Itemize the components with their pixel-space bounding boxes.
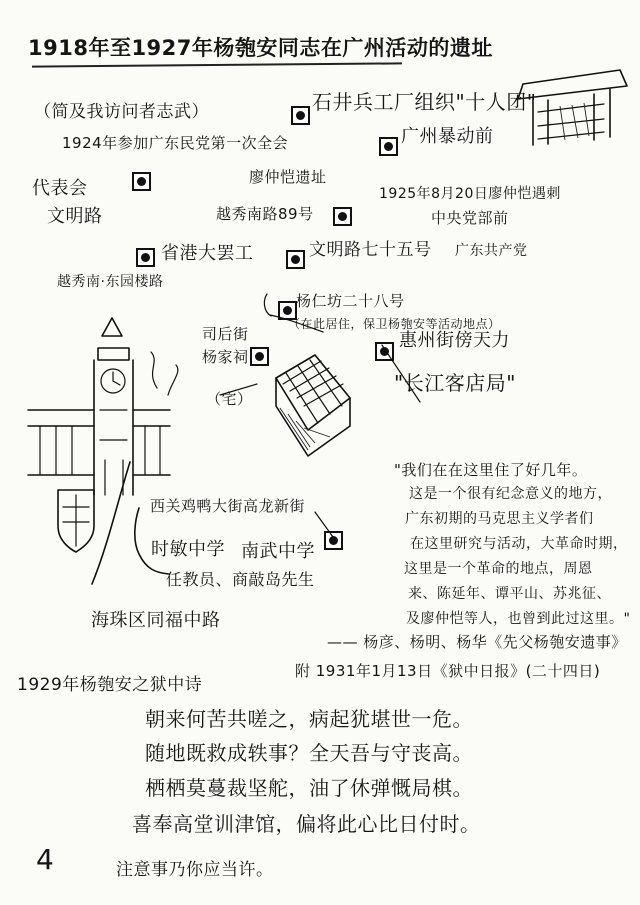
site-label-shimin-school: 时敏中学 (151, 539, 225, 560)
poem-line-4: 喜奉高堂训津馆，偏将此心比日付时。 (132, 812, 481, 836)
poem-line-1: 朝来何苦共嗟之，病起犹堪世一危。 (145, 707, 473, 731)
poem-note: 附 1931年1月13日《狱中日报》(二十四日) (295, 662, 601, 680)
site-label-yuexiu-south: 越秀南路89号 (216, 205, 314, 223)
site-label-yangren-note: （在此居住，保卫杨匏安等活动地点） (288, 317, 501, 331)
quote-line-2: 这是一个很有纪念意义的地方， (409, 486, 612, 502)
site-label-shijing: 石井兵工厂组织"十人团" (312, 90, 537, 114)
poem-line-3: 栖栖莫蔓裁坚舵，油了休弹慨局棋。 (145, 776, 473, 800)
site-label-wenming-75: 文明路七十五号 (309, 240, 432, 260)
route-line (382, 345, 420, 402)
quote-line-6: 来、陈延年、谭平山、苏兆征、 (408, 586, 611, 602)
subtitle: （简及我访问者志武） (34, 102, 209, 122)
site-label-liao-assassination: 1925年8月20日廖仲恺遇刺 (379, 186, 561, 202)
site-label-liao-residence: 廖仲恺遗址 (249, 168, 327, 186)
ancestral-hall-drawing (276, 355, 350, 456)
site-label-wenming-road: 文明路 (47, 206, 103, 227)
site-label-changjiang: "长江客店局" (394, 371, 516, 395)
route-line (264, 294, 323, 332)
quote-line-4: 在这里研究与活动，大革命时期， (410, 536, 628, 552)
site-label-nanwu-school: 南武中学 (241, 541, 315, 562)
poem-line-2: 随地既救成轶事？全天吾与守丧高。 (145, 741, 473, 765)
route-line (135, 508, 169, 574)
poem-heading: 1929年杨匏安之狱中诗 (17, 675, 203, 695)
site-label-xiguan: 西关鸡鸭大街高龙新街 (150, 497, 306, 515)
site-label-dongyuan: 越秀南·东园楼路 (57, 274, 164, 290)
site-label-yang-ancestral: 杨家祠 (202, 348, 249, 366)
site-label-teacher: 任教员、商敲岛先生 (166, 570, 315, 589)
site-label-residence: （宅） (206, 390, 253, 408)
route-line (92, 462, 130, 584)
quote-attribution: —— 杨彦、杨明、杨华《先父杨匏安遗事》 (327, 633, 627, 651)
site-label-haizhu: 海珠区同福中路 (91, 610, 221, 631)
site-label-party-hq: 中央党部前 (431, 209, 509, 227)
quote-line-5: 这里是一个革命的地点，周恩 (404, 561, 593, 577)
site-label-first-congress: 1924年参加广东民党第一次全会 (62, 134, 289, 152)
site-label-cpc-guangdong: 广东共产党 (455, 243, 528, 259)
page-number: 4 (36, 843, 55, 876)
gate-tower-drawing (518, 70, 627, 145)
quote-line-3: 广东初期的马克思主义学者们 (405, 511, 594, 527)
site-label-yangren-28: 杨仁坊二十八号 (296, 292, 405, 310)
site-label-guangzhou-uprising: 广州暴动前 (401, 126, 494, 147)
site-label-huizhou-street: 惠州街傍天力 (399, 330, 510, 351)
poem-line-5: 注意事乃你应当许。 (116, 860, 274, 880)
site-label-sihou-street: 司后街 (202, 325, 249, 343)
quote-line-1: "我们在在这里住了好几年。 (394, 461, 588, 479)
clock-tower-drawing (28, 318, 178, 495)
school-crest-drawing (58, 490, 94, 552)
page-title: 1918年至1927年杨匏安同志在广州活动的遗址 (28, 36, 493, 60)
site-label-strike: 省港大罢工 (161, 243, 254, 264)
quote-line-7: 及廖仲恺等人，也曾到此过这里。" (406, 611, 631, 627)
site-label-delegate: 代表会 (32, 178, 88, 199)
